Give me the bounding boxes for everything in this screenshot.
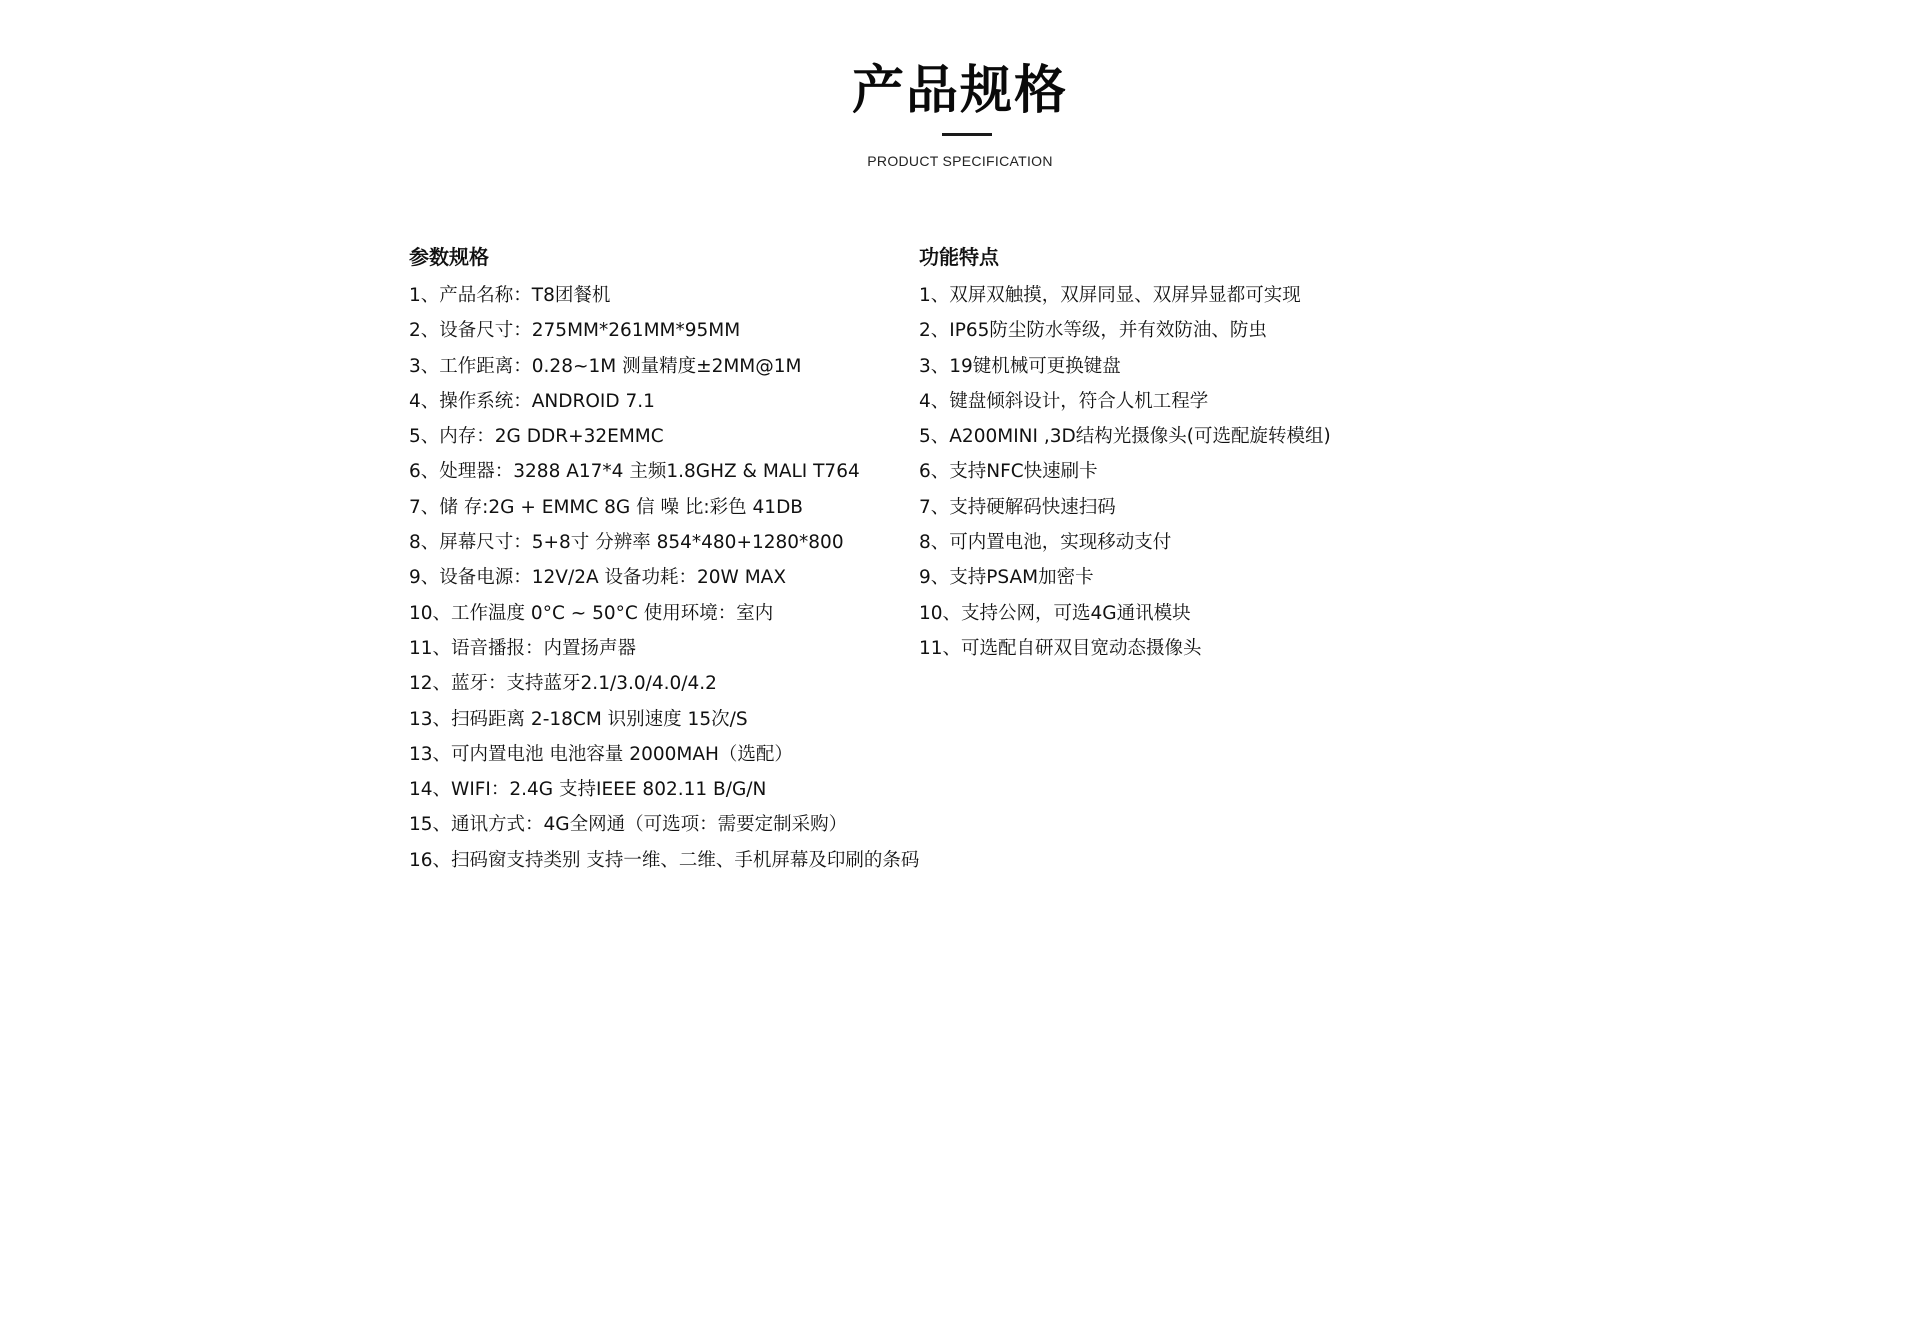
spec-item: 4、操作系统：ANDROID 7.1 — [409, 390, 655, 412]
spec-item: 6、处理器：3288 A17*4 主频1.8GHZ & MALI T764 — [409, 461, 860, 483]
feature-item: 7、支持硬解码快速扫码 — [919, 496, 1116, 518]
feature-item: 4、键盘倾斜设计，符合人机工程学 — [919, 390, 1209, 412]
title-divider — [942, 133, 992, 136]
spec-item: 11、语音播报：内置扬声器 — [409, 637, 637, 659]
spec-item: 14、WIFI：2.4G 支持IEEE 802.11 B/G/N — [409, 779, 767, 801]
feature-item: 9、支持PSAM加密卡 — [919, 567, 1094, 589]
spec-item: 13、可内置电池 电池容量 2000MAH（选配） — [409, 743, 793, 765]
spec-item: 1、产品名称：T8团餐机 — [409, 285, 611, 306]
spec-item: 16、扫码窗支持类别 支持一维、二维、手机屏幕及印刷的条码 — [409, 849, 920, 871]
feature-item: 1、双屏双触摸，双屏同显、双屏异显都可实现 — [919, 285, 1301, 306]
feature-item: 6、支持NFC快速刷卡 — [919, 461, 1098, 483]
spec-item: 2、设备尺寸：275MM*261MM*95MM — [409, 320, 741, 342]
specs-heading: 参数规格 — [409, 245, 489, 269]
spec-item: 7、储 存:2G + EMMC 8G 信 噪 比:彩色 41DB — [409, 496, 804, 518]
spec-item: 13、扫码距离 2-18CM 识别速度 15次/S — [409, 708, 748, 730]
spec-item: 12、蓝牙：支持蓝牙2.1/3.0/4.0/4.2 — [409, 673, 717, 695]
spec-item: 10、工作温度 0°C ~ 50°C 使用环境：室内 — [409, 602, 774, 624]
features-column — [919, 243, 1479, 666]
spec-item: 5、内存：2G DDR+32EMMC — [409, 426, 664, 448]
spec-item: 3、工作距离：0.28~1M 测量精度±2MM@1M — [409, 355, 802, 377]
spec-item: 9、设备电源：12V/2A 设备功耗：20W MAX — [409, 567, 787, 589]
specs-column — [409, 243, 929, 878]
feature-item: 2、IP65防尘防水等级，并有效防油、防虫 — [919, 320, 1267, 342]
feature-item: 10、支持公网，可选4G通讯模块 — [919, 602, 1191, 624]
specs-list — [409, 278, 929, 878]
feature-item: 5、A200MINI ,3D结构光摄像头(可选配旋转模组) — [919, 426, 1331, 448]
features-list — [919, 278, 1479, 666]
feature-item: 3、19键机械可更换键盘 — [919, 355, 1121, 377]
page-subtitle: PRODUCT SPECIFICATION — [867, 153, 1053, 169]
feature-item: 8、可内置电池，实现移动支付 — [919, 532, 1172, 554]
features-heading: 功能特点 — [919, 245, 999, 269]
spec-item: 15、通讯方式：4G全网通（可选项：需要定制采购） — [409, 814, 848, 836]
spec-item: 8、屏幕尺寸：5+8寸 分辨率 854*480+1280*800 — [409, 532, 844, 554]
page-title: 产品规格 — [851, 61, 1068, 121]
feature-item: 11、可选配自研双目宽动态摄像头 — [919, 637, 1202, 659]
